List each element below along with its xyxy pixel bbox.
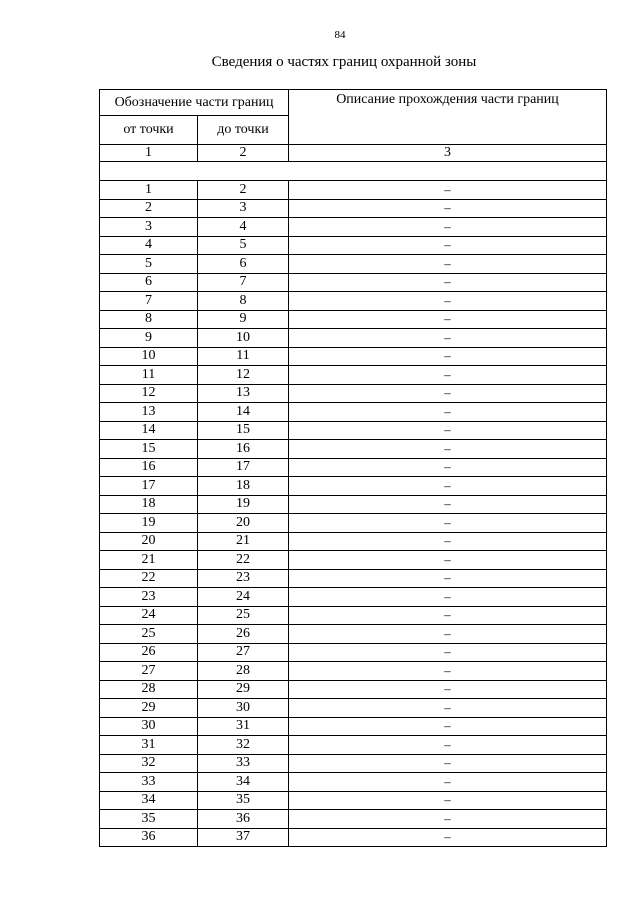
to-point-cell: 10	[198, 329, 289, 348]
from-point-cell: 34	[100, 791, 198, 810]
blank-cell	[100, 162, 607, 181]
from-point-cell: 32	[100, 754, 198, 773]
from-point-cell: 17	[100, 477, 198, 496]
to-point-cell: 35	[198, 791, 289, 810]
to-point-cell: 13	[198, 384, 289, 403]
table-row	[100, 495, 607, 514]
to-point-cell: 22	[198, 551, 289, 570]
description-cell: –	[289, 773, 607, 792]
table-row	[100, 828, 607, 847]
to-point-cell: 21	[198, 532, 289, 551]
table-row	[100, 310, 607, 329]
table-row	[100, 551, 607, 570]
description-cell: –	[289, 569, 607, 588]
description-cell: –	[289, 366, 607, 385]
description-cell: –	[289, 273, 607, 292]
table-row	[100, 569, 607, 588]
to-point-cell: 33	[198, 754, 289, 773]
description-cell: –	[289, 736, 607, 755]
from-point-cell: 7	[100, 292, 198, 311]
from-point-cell: 20	[100, 532, 198, 551]
from-point-cell: 19	[100, 514, 198, 533]
to-point-cell: 29	[198, 680, 289, 699]
table-row	[100, 421, 607, 440]
description-cell: –	[289, 643, 607, 662]
from-point-cell: 23	[100, 588, 198, 607]
column-number: 1	[100, 145, 198, 162]
from-point-cell: 6	[100, 273, 198, 292]
description-cell: –	[289, 680, 607, 699]
from-point-cell: 2	[100, 199, 198, 218]
column-number: 2	[198, 145, 289, 162]
description-cell: –	[289, 810, 607, 829]
from-point-cell: 35	[100, 810, 198, 829]
from-point-cell: 28	[100, 680, 198, 699]
to-point-cell: 24	[198, 588, 289, 607]
to-point-cell: 28	[198, 662, 289, 681]
to-point-cell: 18	[198, 477, 289, 496]
description-cell: –	[289, 292, 607, 311]
description-cell: –	[289, 828, 607, 847]
to-point-cell: 34	[198, 773, 289, 792]
from-point-cell: 33	[100, 773, 198, 792]
boundary-table	[99, 89, 607, 847]
table-row	[100, 366, 607, 385]
description-cell: –	[289, 199, 607, 218]
table-row	[100, 440, 607, 459]
from-point-cell: 14	[100, 421, 198, 440]
from-point-cell: 30	[100, 717, 198, 736]
to-point-cell: 7	[198, 273, 289, 292]
table-row	[100, 662, 607, 681]
table-row	[100, 791, 607, 810]
description-cell: –	[289, 606, 607, 625]
table-row	[100, 329, 607, 348]
to-point-cell: 6	[198, 255, 289, 274]
table-row	[100, 273, 607, 292]
description-cell: –	[289, 458, 607, 477]
table-row	[100, 680, 607, 699]
from-point-cell: 13	[100, 403, 198, 422]
description-cell: –	[289, 347, 607, 366]
table-row	[100, 514, 607, 533]
description-cell: –	[289, 532, 607, 551]
description-cell: –	[289, 421, 607, 440]
to-point-cell: 4	[198, 218, 289, 237]
column-number-row	[100, 145, 607, 162]
table-row	[100, 218, 607, 237]
to-point-cell: 3	[198, 199, 289, 218]
to-point-cell: 17	[198, 458, 289, 477]
to-point-cell: 12	[198, 366, 289, 385]
from-point-cell: 4	[100, 236, 198, 255]
blank-row	[100, 162, 607, 181]
to-point-cell: 16	[198, 440, 289, 459]
to-point-cell: 9	[198, 310, 289, 329]
from-point-cell: 27	[100, 662, 198, 681]
header-to-point: до точки	[198, 116, 289, 145]
from-point-cell: 10	[100, 347, 198, 366]
table-row	[100, 588, 607, 607]
from-point-cell: 25	[100, 625, 198, 644]
table-row	[100, 532, 607, 551]
description-cell: –	[289, 218, 607, 237]
from-point-cell: 9	[100, 329, 198, 348]
description-cell: –	[289, 551, 607, 570]
from-point-cell: 16	[100, 458, 198, 477]
to-point-cell: 11	[198, 347, 289, 366]
description-cell: –	[289, 495, 607, 514]
header-description: Описание прохождения части границ	[289, 90, 607, 145]
from-point-cell: 36	[100, 828, 198, 847]
table-row	[100, 236, 607, 255]
to-point-cell: 30	[198, 699, 289, 718]
from-point-cell: 12	[100, 384, 198, 403]
table-row	[100, 458, 607, 477]
description-cell: –	[289, 514, 607, 533]
to-point-cell: 25	[198, 606, 289, 625]
to-point-cell: 19	[198, 495, 289, 514]
from-point-cell: 1	[100, 181, 198, 200]
to-point-cell: 26	[198, 625, 289, 644]
table-row	[100, 181, 607, 200]
table-row	[100, 199, 607, 218]
to-point-cell: 14	[198, 403, 289, 422]
table-row	[100, 699, 607, 718]
to-point-cell: 2	[198, 181, 289, 200]
description-cell: –	[289, 384, 607, 403]
description-cell: –	[289, 181, 607, 200]
table-row	[100, 255, 607, 274]
header-part-designation: Обозначение части границ	[100, 90, 289, 116]
table-row	[100, 810, 607, 829]
description-cell: –	[289, 588, 607, 607]
from-point-cell: 31	[100, 736, 198, 755]
table-row	[100, 292, 607, 311]
table-row	[100, 384, 607, 403]
table-row	[100, 477, 607, 496]
description-cell: –	[289, 403, 607, 422]
to-point-cell: 8	[198, 292, 289, 311]
from-point-cell: 24	[100, 606, 198, 625]
from-point-cell: 11	[100, 366, 198, 385]
column-number: 3	[289, 145, 607, 162]
page-number: 84	[334, 29, 346, 41]
from-point-cell: 15	[100, 440, 198, 459]
description-cell: –	[289, 699, 607, 718]
from-point-cell: 29	[100, 699, 198, 718]
table-row	[100, 606, 607, 625]
to-point-cell: 37	[198, 828, 289, 847]
from-point-cell: 26	[100, 643, 198, 662]
description-cell: –	[289, 477, 607, 496]
from-point-cell: 22	[100, 569, 198, 588]
description-cell: –	[289, 310, 607, 329]
from-point-cell: 3	[100, 218, 198, 237]
description-cell: –	[289, 625, 607, 644]
to-point-cell: 15	[198, 421, 289, 440]
table-row	[100, 736, 607, 755]
table-row	[100, 773, 607, 792]
description-cell: –	[289, 255, 607, 274]
to-point-cell: 5	[198, 236, 289, 255]
to-point-cell: 27	[198, 643, 289, 662]
description-cell: –	[289, 236, 607, 255]
table-row	[100, 754, 607, 773]
table-row	[100, 347, 607, 366]
from-point-cell: 8	[100, 310, 198, 329]
to-point-cell: 36	[198, 810, 289, 829]
from-point-cell: 21	[100, 551, 198, 570]
description-cell: –	[289, 754, 607, 773]
to-point-cell: 23	[198, 569, 289, 588]
header-row	[100, 90, 607, 116]
header-from-point: от точки	[100, 116, 198, 145]
table-row	[100, 717, 607, 736]
to-point-cell: 31	[198, 717, 289, 736]
description-cell: –	[289, 662, 607, 681]
description-cell: –	[289, 440, 607, 459]
page-title: Сведения о частях границ охранной зоны	[211, 54, 477, 70]
table-row	[100, 643, 607, 662]
description-cell: –	[289, 791, 607, 810]
description-cell: –	[289, 329, 607, 348]
to-point-cell: 32	[198, 736, 289, 755]
from-point-cell: 5	[100, 255, 198, 274]
to-point-cell: 20	[198, 514, 289, 533]
from-point-cell: 18	[100, 495, 198, 514]
table-row	[100, 625, 607, 644]
description-cell: –	[289, 717, 607, 736]
table-row	[100, 403, 607, 422]
